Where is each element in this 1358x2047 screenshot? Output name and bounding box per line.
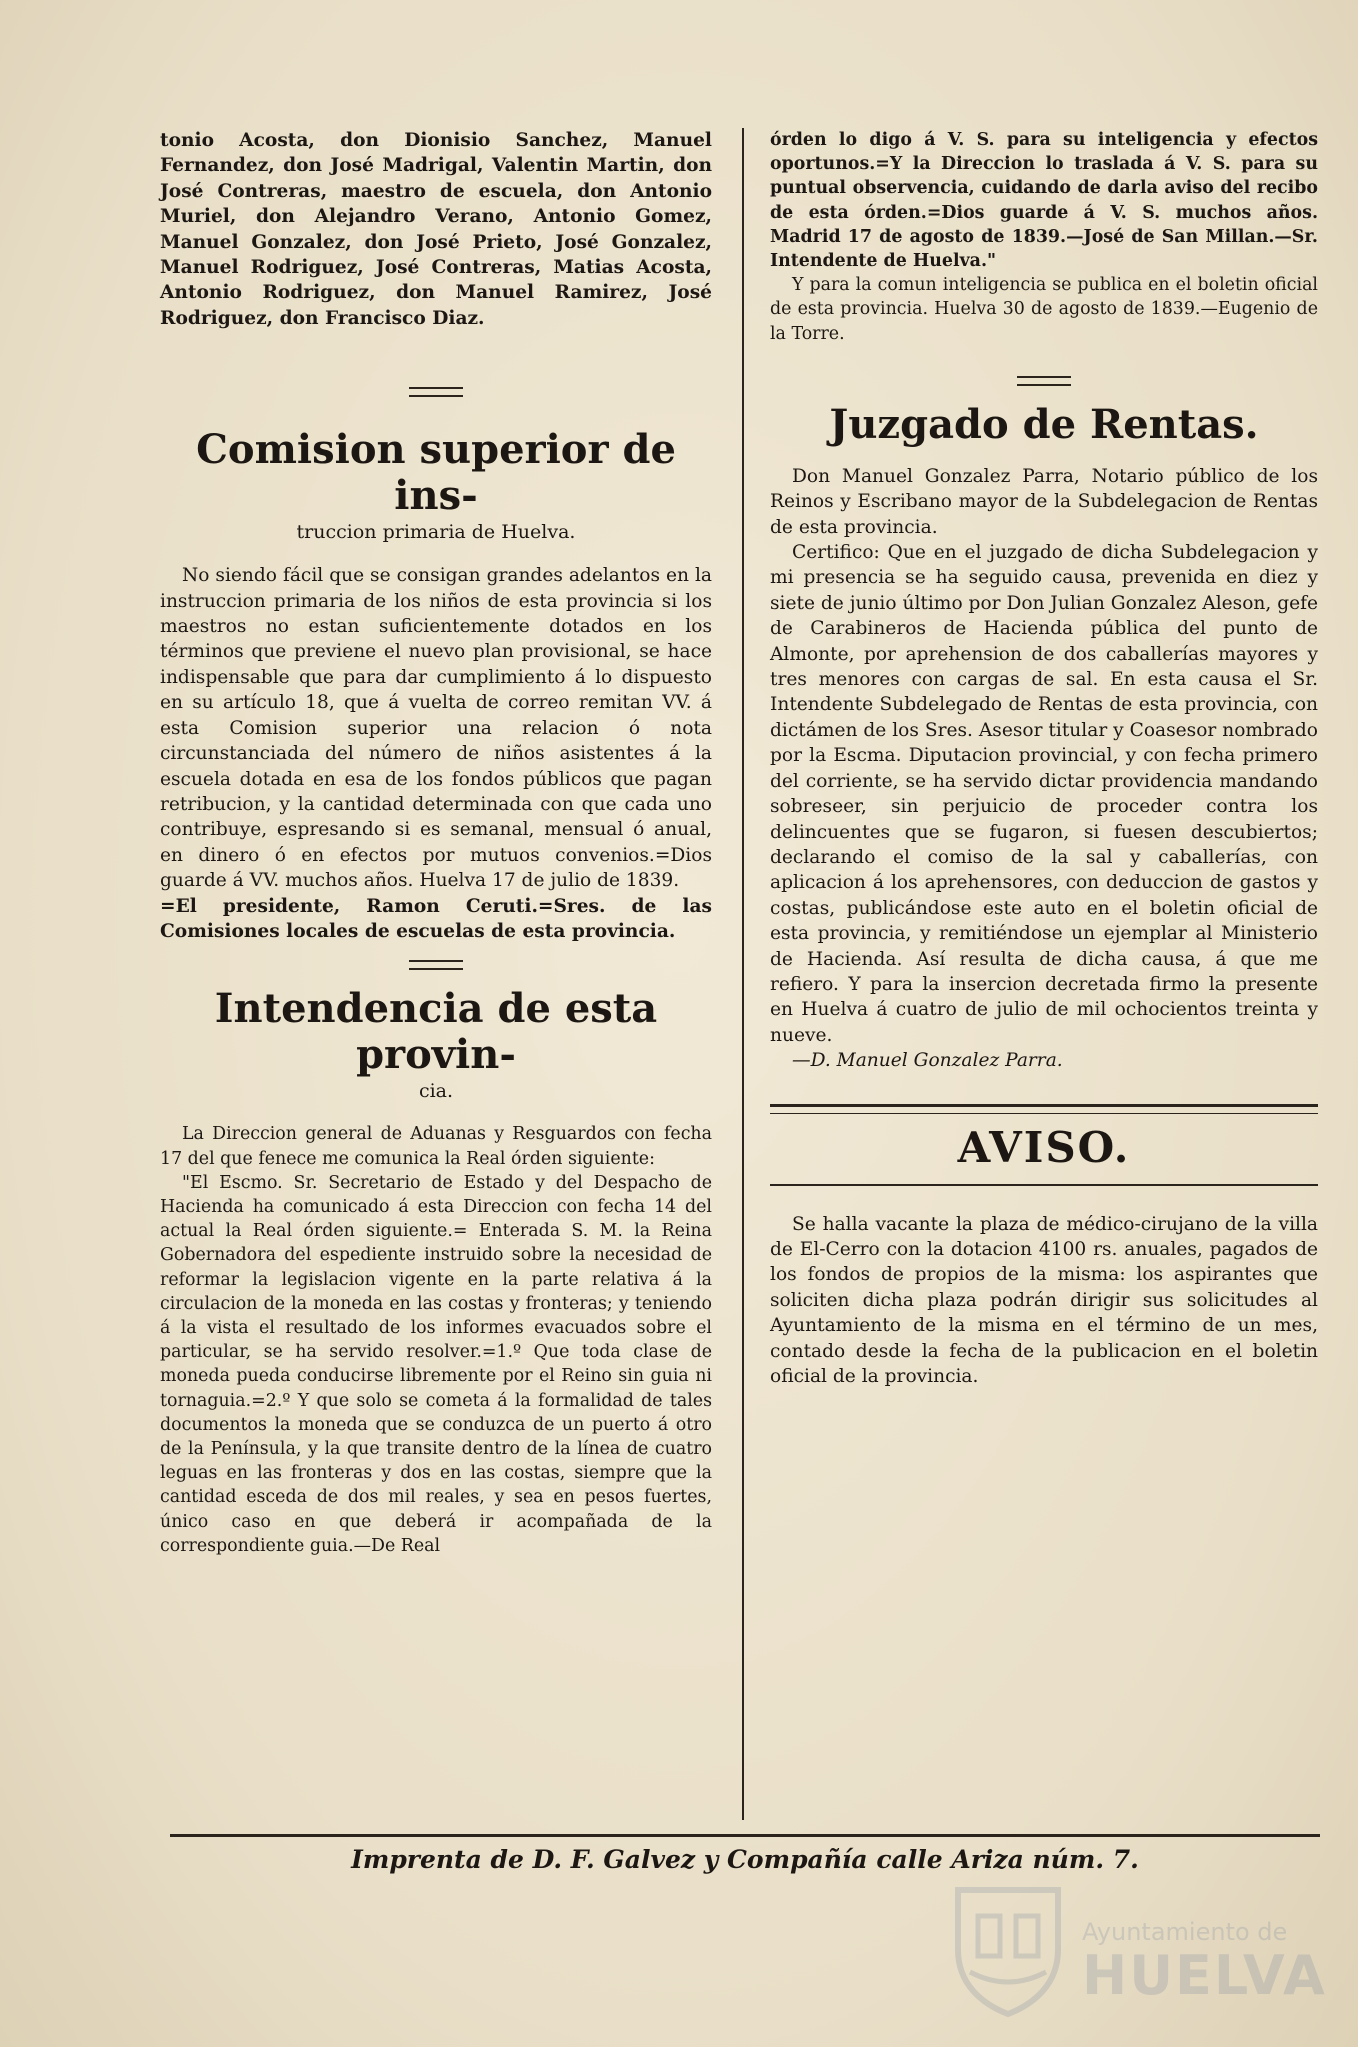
aviso-top-rule — [770, 1104, 1318, 1114]
left-column — [160, 128, 712, 1558]
intendencia-body: "El Escmo. Sr. Secretario de Estado y del Despacho de Hacienda ha comunicado á esta Direccion con fecha 14 del actual la Real órden siguiente.= Enterada S. M. la Reina Gobernadora del espediente instruido sobre la necesidad de reformar la legislacion vigente en la parte relativa á la circulacion de la moneda en las costas y fronteras; y teniendo á la vista el resultado de los informes evacuados sobre el particular, se ha servido resolver.=1.º Que toda clase de moneda pueda conducirse libremente por el Reino sin guia ni tornaguia.=2.º Y que solo se cometa á la formalidad de tales documentos la moneda que se conduzca de un puerto á otro de la Península, y la que transite dentro de la línea de cuatro leguas en las fronteras y dos en las costas, siempre que la cantidad esceda de dos mil reales, y sea en pesos fuertes, único caso en que deberá ir acompañada de la correspondiente guia.—De Real — [160, 1172, 712, 1556]
juzgado-title: Juzgado de Rentas. — [829, 400, 1259, 448]
aviso-title: AVISO. — [957, 1122, 1131, 1172]
huelva-coat-of-arms-icon — [950, 1880, 1066, 2020]
section-separator — [1017, 376, 1071, 386]
comision-title: Comision superior de ins- — [196, 426, 676, 520]
comision-subtitle: truccion primaria de Huelva. — [296, 521, 576, 544]
aviso-body: Se halla vacante la plaza de médico-cirujano de la villa de El-Cerro con la dotacion 4100 rs. anuales, pagados de los fondos de propios de la misma: los aspirantes que soliciten dicha plaza podrán dirigir sus solicitudes al Ayuntamiento de la misma en el término de un mes, contado desde la fecha de la publicacion en el boletin oficial de la provincia. — [770, 1213, 1318, 1388]
real-orden-continuation: órden lo digo á V. S. para su inteligencia y efectos oportunos.=Y la Direccion lo traslada á V. S. para su puntual observencia, cuidando de darla aviso del recibo de esta órden.=Dios guarde á V. S. muchos años. Madrid 17 de agosto de 1839.—José de San Millan.—Sr. Intendente de Huelva." — [770, 130, 1318, 272]
comision-closing: =El presidente, Ramon Ceruti.=Sres. de las Comisiones locales de escuelas de esta provincia. — [160, 895, 712, 942]
printer-imprint: Imprenta de D. F. Galvez y Compañía calle Ariza núm. 7. — [351, 1845, 1139, 1874]
watermark-line2: HUELVA — [1082, 1944, 1327, 2007]
juzgado-intro: Don Manuel Gonzalez Parra, Notario público de los Reinos y Escribano mayor de la Subdelegacion de Rentas de esta provincia. — [770, 465, 1318, 538]
juzgado-body: Certifico: Que en el juzgado de dicha Subdelegacion y mi presencia se ha seguido causa, prevenida en diez y siete de junio último por Don Julian Gonzalez Aleson, gefe de Carabineros de Hacienda pública del punto de Almonte, por aprehension de dos caballerías mayores y tres menores con cargas de sal. En esta causa el Sr. Intendente Subdelegado de Rentas de esta provincia, con dictámen de los Sres. Asesor titular y Coasesor nombrado por la Escma. Diputacion provincial, y con fecha primero del corriente, se ha servido dictar providencia mandando sobreseer, sin perjuicio de proceder contra los delincuentes que se fugaron, si fuesen descubiertos; declarando el comiso de la sal y caballerías, con aplicacion á los aprehensores, con deduccion de gastos y costas, publicándose este auto en el boletin oficial de esta provincia, y remitiéndose un ejemplar al Ministerio de Hacienda. Así resulta de dicha causa, á que me refiero. Y para la insercion decretada firmo la presente en Huelva á cuatro de julio de mil ochocientos treinta y nueve. — [770, 542, 1318, 1046]
intendencia-title: Intendencia de esta provin- — [214, 985, 658, 1079]
aviso-bottom-rule — [770, 1184, 1318, 1186]
column-divider — [742, 128, 744, 1820]
archive-watermark — [950, 1880, 1327, 2020]
opening-paragraph: tonio Acosta, don Dionisio Sanchez, Manuel Fernandez, don José Madrigal, Valentin Martin, don José Contreras, maestro de escuela, don Antonio Muriel, don Alejandro Verano, Antonio Gomez, Manuel Gonzalez, don José Prieto, José Gonzalez, Manuel Rodriguez, José Contreras, Matias Acosta, Antonio Rodriguez, don Manuel Ramirez, José Rodriguez, don Francisco Diaz. — [160, 130, 712, 329]
section-separator — [409, 387, 463, 397]
watermark-line1: Ayuntamiento de — [1082, 1918, 1288, 1946]
intendencia-subtitle: cia. — [418, 1080, 454, 1103]
footer-rule — [170, 1834, 1320, 1837]
section-separator — [409, 960, 463, 970]
comision-body: No siendo fácil que se consigan grandes adelantos en la instruccion primaria de los niños de esta provincia si los maestros no estan suficientemente dotados en los términos que previene el nuevo plan provisional, se hace indispensable que para dar cumplimiento á lo dispuesto en su artículo 18, que á vuelta de correo remitan VV. á esta Comision superior una relacion ó nota circunstanciada del número de niños asistentes á la escuela dotada en esa de los fondos públicos que pagan retribucion, y la cantidad determinada con que cada uno contribuye, espresando si es semanal, mensual ó anual, en dinero ó en efectos por mutuos convenios.=Dios guarde á VV. muchos años. Huelva 17 de julio de 1839. — [160, 565, 712, 892]
right-column — [770, 128, 1318, 1389]
juzgado-signature: —D. Manuel Gonzalez Parra. — [792, 1050, 1063, 1072]
publication-note: Y para la comun inteligencia se publica en el boletin oficial de esta provincia. Huelva 30 de agosto de 1839.—Eugenio de la Torre. — [770, 275, 1318, 344]
intendencia-intro: La Direccion general de Aduanas y Resguardos con fecha 17 del que fenece me comunica la Real órden siguiente: — [160, 1124, 712, 1169]
